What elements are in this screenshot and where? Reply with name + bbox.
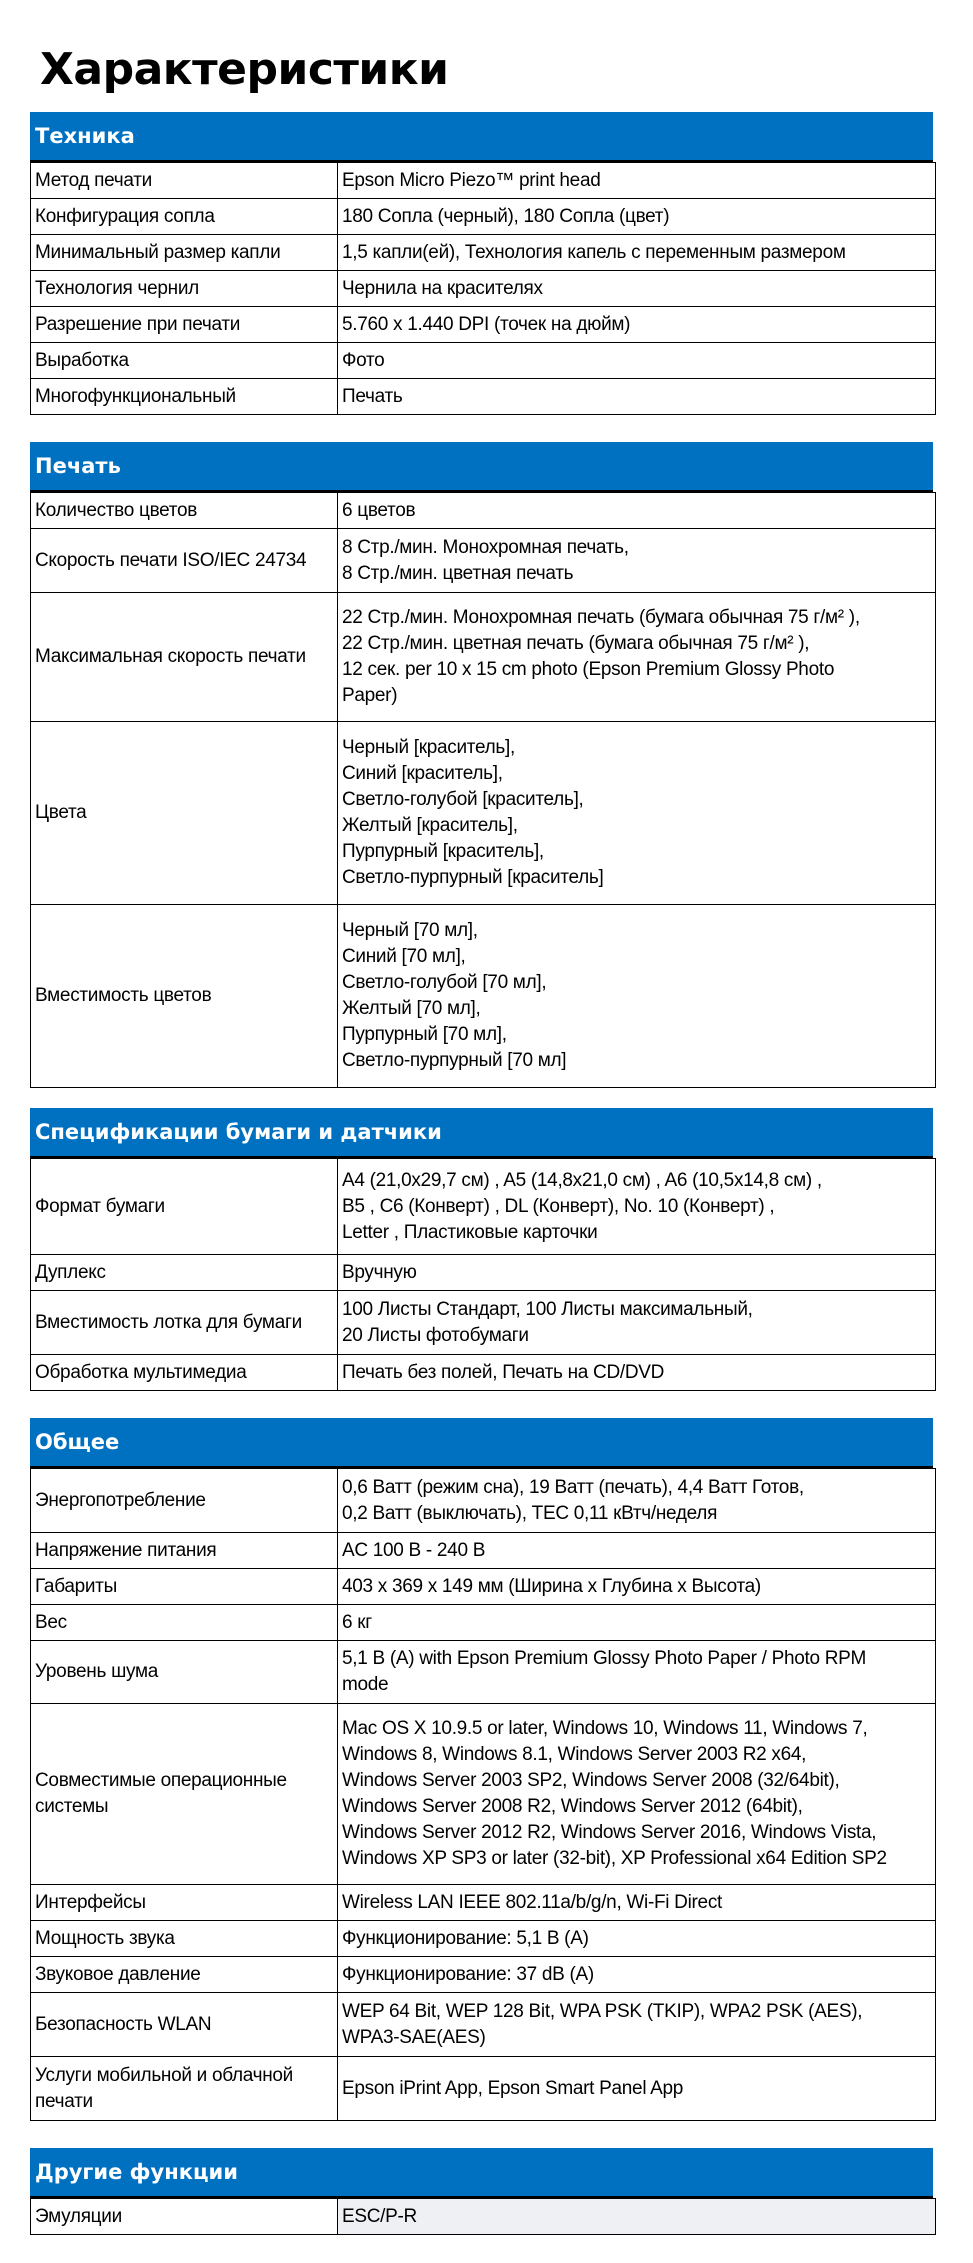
- spec-value-line: Windows Server 2012 R2, Windows Server 2016, Windows Vista,: [342, 1822, 877, 1843]
- spec-row: [31, 1469, 936, 1533]
- spec-value: [338, 1469, 936, 1533]
- spec-label: Цвета: [31, 722, 338, 905]
- spec-value: [338, 1993, 936, 2057]
- spec-value-line: Пурпурный [краситель],: [342, 841, 544, 862]
- spec-section: [30, 1418, 933, 2121]
- spec-row: [31, 199, 936, 235]
- spec-label: Эмуляции: [31, 2199, 338, 2235]
- spec-label: Вместимость цветов: [31, 905, 338, 1088]
- spec-label: Технология чернил: [31, 271, 338, 307]
- page-title: Характеристики: [40, 44, 449, 95]
- spec-row: [31, 593, 936, 722]
- section-header: Общее: [30, 1418, 933, 1468]
- spec-row: [31, 1355, 936, 1391]
- spec-value-line: WEP 64 Bit, WEP 128 Bit, WPA PSK (TKIP), WPA2 PSK (AES),: [342, 2000, 863, 2022]
- spec-value: [338, 722, 936, 905]
- spec-row: [31, 1159, 936, 1255]
- spec-value-line: 6 кг: [342, 1611, 372, 1633]
- spec-value-line: Mac OS X 10.9.5 or later, Windows 10, Windows 11, Windows 7,: [342, 1718, 868, 1739]
- spec-row: [31, 1641, 936, 1704]
- spec-value-line: Черный [краситель],: [342, 737, 515, 758]
- spec-value-line: 1,5 капли(ей), Технология капель с переменным размером: [342, 241, 846, 263]
- spec-value-line: Светло-пурпурный [70 мл]: [342, 1050, 567, 1071]
- spec-row: [31, 1569, 936, 1605]
- spec-value: [338, 2057, 936, 2121]
- spec-label: Вес: [31, 1605, 338, 1641]
- spec-value: [338, 199, 936, 235]
- spec-value: [338, 1605, 936, 1641]
- spec-row: [31, 379, 936, 415]
- spec-value-line: Функционирование: 37 dB (A): [342, 1963, 594, 1985]
- spec-label: Дуплекс: [31, 1255, 338, 1291]
- section-header: Печать: [30, 442, 933, 492]
- spec-label: Услуги мобильной и облачной печати: [31, 2057, 338, 2121]
- spec-label: Максимальная скорость печати: [31, 593, 338, 722]
- spec-value: [338, 379, 936, 415]
- spec-row: [31, 307, 936, 343]
- spec-value-line: AC 100 В - 240 В: [342, 1539, 486, 1561]
- spec-table: [30, 1468, 936, 2121]
- spec-value-line: Синий [краситель],: [342, 763, 503, 784]
- spec-label: Совместимые операционные системы: [31, 1704, 338, 1885]
- spec-value-line: Wireless LAN IEEE 802.11a/b/g/n, Wi-Fi Direct: [342, 1891, 722, 1913]
- spec-label: Скорость печати ISO/IEC 24734: [31, 529, 338, 593]
- spec-value: [338, 1885, 936, 1921]
- spec-section: [30, 2148, 933, 2235]
- spec-row: [31, 163, 936, 199]
- spec-row: [31, 1291, 936, 1355]
- spec-value-line: Фото: [342, 349, 385, 371]
- spec-value-line: Черный [70 мл],: [342, 920, 478, 941]
- spec-value-line: Вручную: [342, 1261, 417, 1283]
- spec-label: Формат бумаги: [31, 1159, 338, 1255]
- spec-label: Безопасность WLAN: [31, 1993, 338, 2057]
- spec-row: [31, 271, 936, 307]
- section-header: Техника: [30, 112, 933, 162]
- spec-row: [31, 1255, 936, 1291]
- spec-row: [31, 1921, 936, 1957]
- spec-value: [338, 1957, 936, 1993]
- spec-row: [31, 493, 936, 529]
- spec-value-line: Windows Server 2008 R2, Windows Server 2012 (64bit),: [342, 1796, 803, 1817]
- spec-value-line: 8 Стр./мин. Монохромная печать,: [342, 536, 629, 558]
- spec-label: Конфигурация сопла: [31, 199, 338, 235]
- spec-table: [30, 2198, 936, 2235]
- spec-row: [31, 235, 936, 271]
- spec-value-line: 20 Листы фотобумаги: [342, 1324, 529, 1346]
- spec-label: Звуковое давление: [31, 1957, 338, 1993]
- spec-value-line: 0,6 Ватт (режим сна), 19 Ватт (печать), 4,4 Ватт Готов,: [342, 1476, 804, 1498]
- spec-value-line: 22 Стр./мин. цветная печать (бумага обычная 75 г/м² ),: [342, 633, 810, 654]
- spec-value: [338, 1569, 936, 1605]
- spec-table: [30, 492, 936, 1088]
- spec-value-line: ESC/P-R: [342, 2205, 417, 2227]
- section-header: Другие функции: [30, 2148, 933, 2198]
- spec-value: [338, 163, 936, 199]
- spec-value-line: Желтый [70 мл],: [342, 998, 481, 1019]
- spec-label: Напряжение питания: [31, 1533, 338, 1569]
- spec-label: Количество цветов: [31, 493, 338, 529]
- spec-value-line: Синий [70 мл],: [342, 946, 466, 967]
- spec-value-line: Windows 8, Windows 8.1, Windows Server 2003 R2 x64,: [342, 1744, 807, 1765]
- spec-label: Мощность звука: [31, 1921, 338, 1957]
- spec-value: [338, 1641, 936, 1704]
- spec-value-line: Светло-голубой [краситель],: [342, 789, 584, 810]
- spec-label: Многофункциональный: [31, 379, 338, 415]
- spec-value-line: Paper): [342, 685, 398, 706]
- spec-value-line: 5.760 x 1.440 DPI (точек на дюйм): [342, 313, 631, 335]
- spec-value-line: Светло-голубой [70 мл],: [342, 972, 547, 993]
- spec-table: [30, 162, 936, 415]
- spec-label: Обработка мультимедиа: [31, 1355, 338, 1391]
- spec-value-line: Epson Micro Piezo™ print head: [342, 169, 601, 191]
- spec-value: [338, 1159, 936, 1255]
- spec-row: [31, 905, 936, 1088]
- spec-value-line: 5,1 B (A) with Epson Premium Glossy Photo Paper / Photo RPM: [342, 1648, 867, 1669]
- spec-value-line: 0,2 Ватт (выключать), TEC 0,11 кВтч/неделя: [342, 1502, 718, 1524]
- spec-value: [338, 271, 936, 307]
- spec-value-line: Пурпурный [70 мл],: [342, 1024, 507, 1045]
- spec-value-line: Светло-пурпурный [краситель]: [342, 867, 604, 888]
- spec-label: Минимальный размер капли: [31, 235, 338, 271]
- spec-label: Энергопотребление: [31, 1469, 338, 1533]
- spec-value-line: 8 Стр./мин. цветная печать: [342, 562, 574, 584]
- spec-value-line: Windows XP SP3 or later (32-bit), XP Professional x64 Edition SP2: [342, 1848, 887, 1869]
- spec-value-line: Функционирование: 5,1 B (A): [342, 1927, 589, 1949]
- spec-value-line: Печать: [342, 385, 403, 407]
- spec-value-line: WPA3-SAE(AES): [342, 2026, 486, 2048]
- spec-row: [31, 2057, 936, 2121]
- spec-row: [31, 1704, 936, 1885]
- spec-value-line: 6 цветов: [342, 499, 416, 521]
- spec-value-line: 180 Сопла (черный), 180 Сопла (цвет): [342, 205, 670, 227]
- spec-label: Уровень шума: [31, 1641, 338, 1704]
- spec-value-line: Печать без полей, Печать на CD/DVD: [342, 1361, 665, 1383]
- spec-row: [31, 1957, 936, 1993]
- spec-label: Выработка: [31, 343, 338, 379]
- spec-value-line: Желтый [краситель],: [342, 815, 518, 836]
- section-header: Спецификации бумаги и датчики: [30, 1108, 933, 1158]
- spec-value: [338, 1921, 936, 1957]
- spec-value: [338, 1704, 936, 1885]
- spec-section: [30, 442, 933, 1088]
- spec-label: Вместимость лотка для бумаги: [31, 1291, 338, 1355]
- spec-value-line: Windows Server 2003 SP2, Windows Server 2008 (32/64bit),: [342, 1770, 840, 1791]
- spec-section: [30, 112, 933, 415]
- spec-row: [31, 343, 936, 379]
- spec-value: [338, 493, 936, 529]
- spec-value-line: 22 Стр./мин. Монохромная печать (бумага обычная 75 г/м² ),: [342, 607, 860, 628]
- spec-label: Интерфейсы: [31, 1885, 338, 1921]
- spec-value-line: A4 (21,0x29,7 см) , A5 (14,8x21,0 см) , A6 (10,5x14,8 см) ,: [342, 1169, 822, 1191]
- spec-row: [31, 722, 936, 905]
- spec-value: [338, 1533, 936, 1569]
- spec-label: Разрешение при печати: [31, 307, 338, 343]
- spec-value: [338, 235, 936, 271]
- spec-value-line: 100 Листы Стандарт, 100 Листы максимальный,: [342, 1298, 753, 1320]
- spec-value-line: Letter , Пластиковые карточки: [342, 1221, 598, 1243]
- spec-value: [338, 529, 936, 593]
- spec-value-line: 12 сек. per 10 x 15 cm photo (Epson Premium Glossy Photo: [342, 659, 835, 680]
- spec-value: [338, 905, 936, 1088]
- spec-value: [338, 1355, 936, 1391]
- spec-value: [338, 1291, 936, 1355]
- spec-table: [30, 1158, 936, 1391]
- spec-row: [31, 2199, 936, 2235]
- spec-value-line: Epson iPrint App, Epson Smart Panel App: [342, 2077, 684, 2099]
- spec-value: [338, 2199, 936, 2235]
- spec-value: [338, 343, 936, 379]
- spec-value: [338, 593, 936, 722]
- spec-row: [31, 1885, 936, 1921]
- spec-label: Метод печати: [31, 163, 338, 199]
- spec-value-line: Чернила на красителях: [342, 277, 543, 299]
- spec-value-line: 403 x 369 x 149 мм (Ширина x Глубина x Высота): [342, 1575, 761, 1597]
- spec-label: Габариты: [31, 1569, 338, 1605]
- spec-value-line: mode: [342, 1674, 389, 1695]
- spec-row: [31, 1993, 936, 2057]
- spec-section: [30, 1108, 933, 1391]
- spec-row: [31, 1533, 936, 1569]
- spec-value: [338, 1255, 936, 1291]
- spec-value: [338, 307, 936, 343]
- spec-value-line: B5 , C6 (Конверт) , DL (Конверт), No. 10 (Конверт) ,: [342, 1195, 775, 1217]
- spec-row: [31, 1605, 936, 1641]
- spec-row: [31, 529, 936, 593]
